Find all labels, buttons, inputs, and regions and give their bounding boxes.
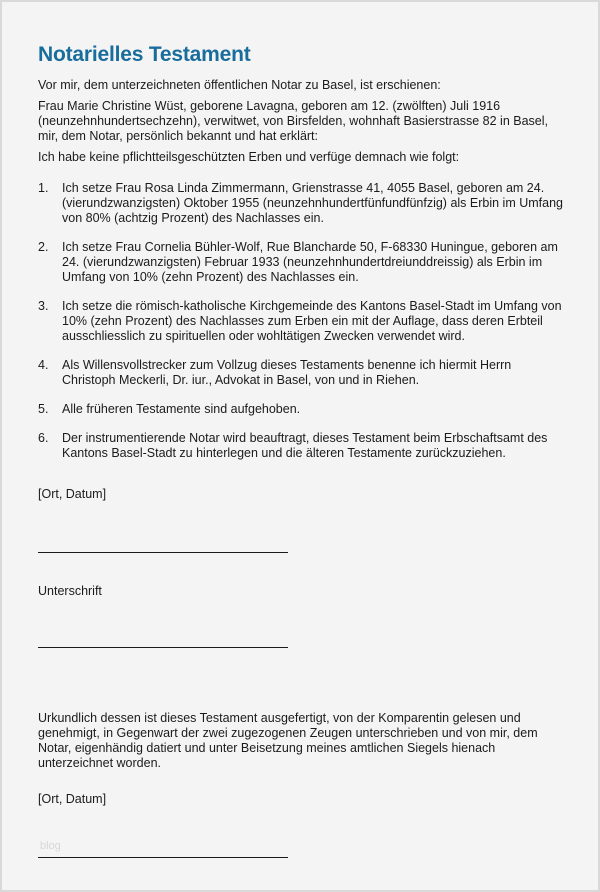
watermark-text: blog: [40, 840, 61, 852]
intro-paragraph-person: Frau Marie Christine Wüst, geborene Lavagna, geboren am 12. (zwölften) Juli 1916 (neunzehnhundertsechzehn), verwitwet, von Birsfelden, wohnhaft Basierstrasse 82 in Basel, mir, dem Notar, persönlich bekannt und hat erklärt:: [38, 99, 549, 143]
testator-signature-line: [38, 647, 288, 648]
place-date-label-notary: [Ort, Datum]: [38, 792, 107, 806]
place-date-label: [Ort, Datum]: [38, 487, 107, 501]
clause-item-5: [38, 402, 566, 417]
clause-number: 6.: [38, 431, 49, 445]
date-signature-line: [38, 552, 288, 553]
clause-item-1: [38, 181, 566, 226]
page-title: Notarielles Testament: [38, 43, 251, 66]
clause-text: Ich setze Frau Cornelia Bühler-Wolf, Rue Blancharde 50, F-68330 Huningue, geboren am 24. (vierundzwanzigsten) Februar 1933 (neunzehnhundertdreiunddreissig) als Erbin im Umfang von 10% (zehn Prozent) des Nachlasses ein.: [62, 240, 558, 284]
clause-text: Alle früheren Testamente sind aufgehoben.: [62, 402, 301, 416]
clause-item-6: [38, 431, 566, 461]
clause-number: 3.: [38, 299, 49, 313]
clause-item-4: [38, 358, 566, 388]
notary-signature-line: [38, 857, 288, 858]
clause-item-2: [38, 240, 566, 285]
signature-label: Unterschrift: [38, 584, 102, 598]
clause-number: 4.: [38, 358, 49, 372]
clause-text: Der instrumentierende Notar wird beauftragt, dieses Testament beim Erbschaftsamt des Kantons Basel-Stadt zu hinterlegen und die älteren Testamente zurückzuziehen.: [62, 431, 548, 460]
clause-list: [38, 181, 566, 461]
intro-paragraph-notar: Vor mir, dem unterzeichneten öffentlichen Notar zu Basel, ist erschienen:: [38, 78, 441, 92]
closing-paragraph: Urkundlich dessen ist dieses Testament ausgefertigt, von der Komparentin gelesen und genehmigt, in Gegenwart der zwei zugezogenen Zeugen unterschrieben und von mir, dem Notar, eigenhändig datiert und unter Beisetzung meines amtlichen Siegels hienach unterzeichnet worden.: [38, 711, 538, 770]
clause-number: 1.: [38, 181, 49, 195]
clause-number: 5.: [38, 402, 49, 416]
clause-text: Ich setze die römisch-katholische Kirchgemeinde des Kantons Basel-Stadt im Umfang von 10% (zehn Prozent) des Nachlasses zum Erben ein mit der Auflage, dass deren Erbteil ausschliesslich zu spirituellen oder wohltätigen Zwecken verwendet wird.: [62, 299, 562, 343]
clause-text: Als Willensvollstrecker zum Vollzug dieses Testaments benenne ich hiermit Herrn Christoph Meckerli, Dr. iur., Advokat in Basel, von und in Riehen.: [62, 358, 512, 387]
clause-number: 2.: [38, 240, 49, 254]
intro-paragraph-erben: Ich habe keine pflichtteilsgeschützten Erben und verfüge demnach wie folgt:: [38, 150, 460, 164]
clause-text: Ich setze Frau Rosa Linda Zimmermann, Grienstrasse 41, 4055 Basel, geboren am 24. (vierundzwanzigsten) Oktober 1955 (neunzehnhundertfünfundfünfzig) als Erbin im Umfang von 80% (achtzig Prozent) des Nachlasses ein.: [62, 181, 563, 225]
clause-item-3: [38, 299, 566, 344]
